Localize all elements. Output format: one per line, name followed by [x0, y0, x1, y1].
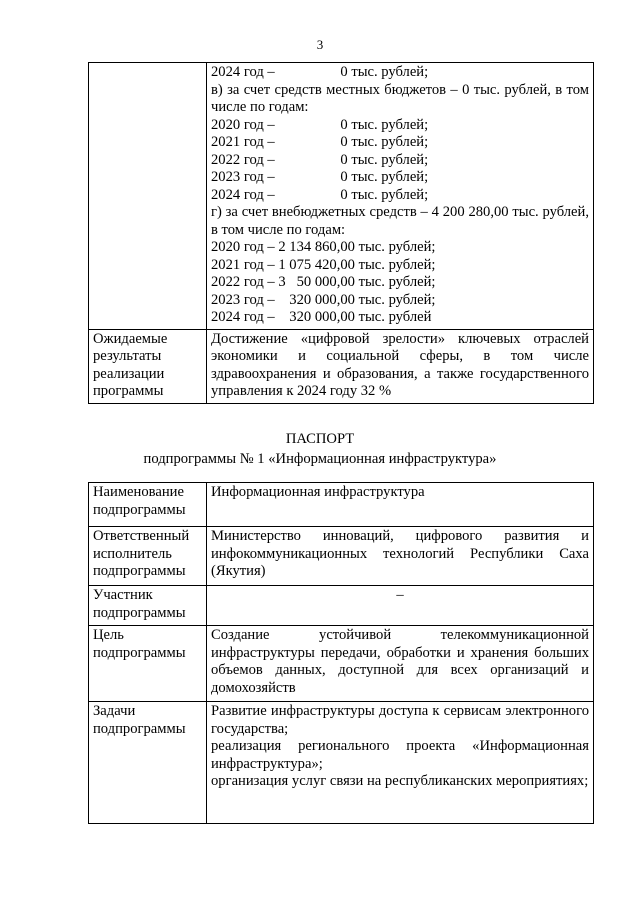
page-number: 3: [316, 37, 324, 52]
passport-subtitle: подпрограммы № 1 «Информационная инфраструктура»: [143, 451, 497, 467]
row-value: Создание устойчивой телекоммуникационной инфраструктуры передачи, обработки и хранения больших объемов данных, доступной для всех организаций и домохозяйств: [207, 626, 594, 702]
finance-line: 2024 год – 0 тыс. рублей;: [211, 64, 429, 80]
table-row: [89, 702, 594, 824]
table-row: [89, 586, 594, 626]
local-budget-year: 2022 год – 0 тыс. рублей;: [211, 151, 429, 168]
extrabudget-intro: г) за счет внебюджетных средств – 4 200 280,00 тыс. рублей, в том числе по годам:: [211, 204, 589, 238]
extrabudget-year: 2022 год – 3 50 000,00 тыс. рублей;: [211, 274, 436, 290]
extrabudget-year: 2020 год – 2 134 860,00 тыс. рублей;: [211, 239, 436, 255]
passport-title: ПАСПОРТ: [285, 431, 355, 447]
expected-results-value: Достижение «цифровой зрелости» ключевых отраслей экономики и социальной сферы, в том числе здравоохранения и образования, а также государственного управления к 2024 году 32 %: [207, 329, 594, 403]
task-item: Развитие инфраструктуры доступа к сервисам электронного государства;: [211, 703, 589, 737]
table-row: [89, 483, 594, 527]
local-budget-year: 2024 год – 0 тыс. рублей;: [211, 186, 429, 203]
tasks-label: Задачи подпрограммы: [89, 702, 207, 824]
table-row: [89, 527, 594, 586]
local-budget-year: 2020 год – 0 тыс. рублей;: [211, 116, 429, 133]
row-value: Информационная инфраструктура: [207, 483, 594, 527]
row-label: Участник подпрограммы: [89, 586, 207, 626]
local-budget-year: 2023 год – 0 тыс. рублей;: [211, 169, 429, 185]
row-value: Министерство инноваций, цифрового развития и инфокоммуникационных технологий Республики Саха (Якутия): [207, 527, 594, 586]
local-budget-intro: в) за счет средств местных бюджетов – 0 тыс. рублей, в том числе по годам:: [211, 81, 589, 115]
extrabudget-year: 2024 год – 320 000,00 тыс. рублей: [211, 309, 432, 325]
expected-results-label: Ожидаемые результаты реализации программы: [89, 329, 207, 403]
row-label: Цель подпрограммы: [89, 626, 207, 702]
program-passport-continuation-table: [88, 62, 594, 404]
extrabudget-year: 2021 год – 1 075 420,00 тыс. рублей;: [211, 256, 436, 273]
table-row: [89, 329, 594, 403]
task-item: реализация регионального проекта «Информационная инфраструктура»;: [211, 738, 589, 772]
local-budget-year: 2021 год – 0 тыс. рублей;: [211, 134, 429, 150]
extrabudget-year: 2023 год – 320 000,00 тыс. рублей;: [211, 291, 436, 308]
empty-label-cell: [89, 63, 207, 330]
row-label: Наименование подпрограммы: [89, 483, 207, 527]
row-value: –: [207, 586, 594, 626]
tasks-cell: [207, 702, 594, 824]
table-row: [89, 626, 594, 702]
table-row: [89, 63, 594, 330]
financing-cell: [207, 63, 594, 330]
subprogram-passport-table: [88, 482, 594, 824]
task-item: организация услуг связи на республиканских мероприятиях;: [211, 773, 589, 789]
row-label: Ответственный исполнитель подпрограммы: [89, 527, 207, 586]
